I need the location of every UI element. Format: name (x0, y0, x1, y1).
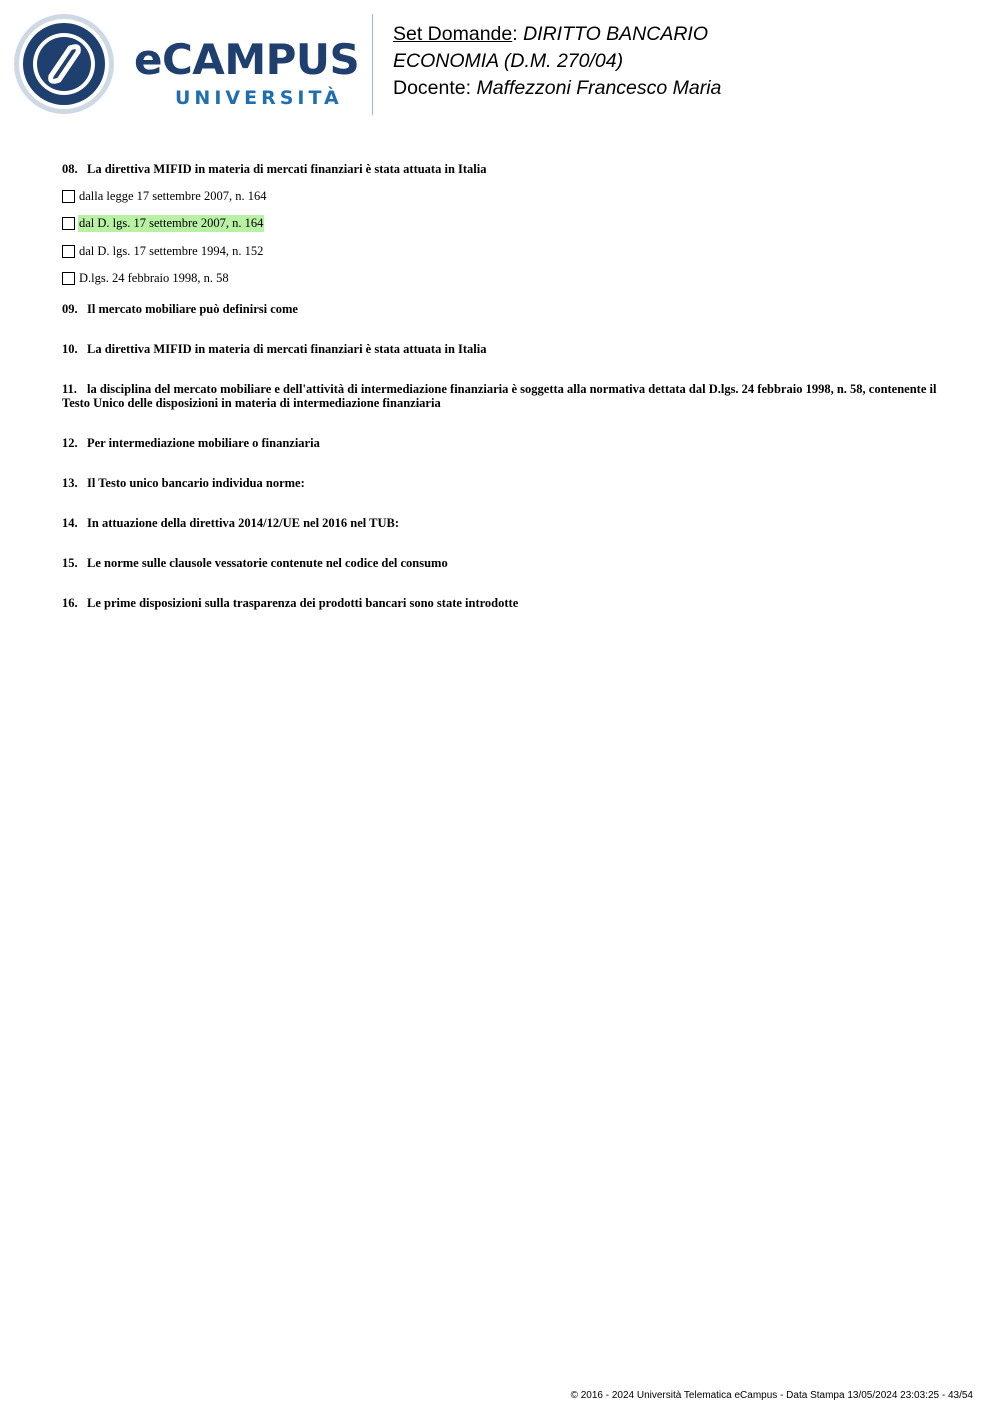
checkbox[interactable] (62, 272, 75, 285)
answer-option[interactable] (62, 243, 942, 259)
page-footer: © 2016 - 2024 Università Telematica eCampus - Data Stampa 13/05/2024 23:03:25 - 43/54 (570, 1390, 973, 1401)
question-text: Il Testo unico bancario individua norme: (87, 475, 305, 490)
question-list (62, 162, 942, 610)
checkbox[interactable] (62, 217, 75, 230)
teacher-name: Maffezzoni Francesco Maria (476, 77, 722, 99)
option-text: D.lgs. 24 febbraio 1998, n. 58 (79, 271, 229, 285)
question-11 (62, 382, 942, 410)
question-text: Per intermediazione mobiliare o finanziaria (87, 435, 320, 450)
header-line-set: Set Domande: DIRITTO BANCARIO (393, 23, 709, 45)
question-text: La direttiva MIFID in materia di mercati finanziari è stata attuata in Italia (87, 162, 487, 176)
question-number: 13. (62, 475, 78, 490)
set-label: Set Domande (393, 23, 513, 45)
question-number: 14. (62, 515, 78, 530)
question-number: 16. (62, 595, 78, 610)
question-09 (62, 302, 942, 316)
checkbox[interactable] (62, 245, 75, 258)
question-number: 12. (62, 435, 78, 450)
question-14 (62, 516, 942, 530)
question-number: 10. (62, 341, 78, 356)
teacher-label: Docente (393, 77, 466, 99)
checkbox[interactable] (62, 190, 75, 203)
answer-options (62, 188, 942, 287)
option-text: dal D. lgs. 17 settembre 1994, n. 152 (79, 243, 264, 258)
answer-option[interactable] (62, 188, 942, 204)
question-08 (62, 162, 942, 176)
question-12 (62, 436, 942, 450)
logo-wordmark: eCAMPUS (134, 35, 360, 84)
question-10 (62, 342, 942, 356)
question-text: la disciplina del mercato mobiliare e dell'attività di intermediazione finanziaria è soggetta alla normativa dettata dal D.lgs. 24 febbraio 1998, n. 58, contenente il Testo Unico delle disposizioni in materia di intermediazione finanziaria (62, 381, 937, 410)
question-text: La direttiva MIFID in materia di mercati finanziari è stata attuata in Italia (87, 341, 487, 356)
question-text: Le norme sulle clausole vessatorie contenute nel codice del consumo (87, 555, 448, 570)
header-divider (372, 14, 373, 115)
option-text-highlighted: dal D. lgs. 17 settembre 2007, n. 164 (79, 216, 264, 230)
question-number: 08. (62, 162, 78, 176)
question-13 (62, 476, 942, 490)
question-text: Le prime disposizioni sulla trasparenza dei prodotti bancari sono state introdotte (87, 595, 519, 610)
ecampus-logo (14, 14, 359, 118)
question-number: 11. (62, 381, 77, 396)
header-line-subject (393, 48, 721, 75)
document-header (393, 21, 721, 102)
question-15 (62, 556, 942, 570)
subject-line2: ECONOMIA (D.M. 270/04) (393, 50, 624, 72)
question-text: In attuazione della direttiva 2014/12/UE nel 2016 nel TUB: (87, 515, 400, 530)
question-number: 09. (62, 301, 78, 316)
answer-option[interactable] (62, 271, 942, 287)
question-text: Il mercato mobiliare può definirsi come (87, 301, 298, 316)
answer-option-correct[interactable] (62, 216, 942, 232)
header-line-teacher: Docente: Maffezzoni Francesco Maria (393, 77, 722, 99)
subject-line1: DIRITTO BANCARIO (523, 23, 709, 45)
question-16 (62, 596, 942, 610)
ecampus-seal-icon (14, 14, 118, 118)
option-text: dalla legge 17 settembre 2007, n. 164 (79, 188, 267, 203)
question-number: 15. (62, 555, 78, 570)
logo-subtitle: UNIVERSITÀ (175, 87, 343, 109)
